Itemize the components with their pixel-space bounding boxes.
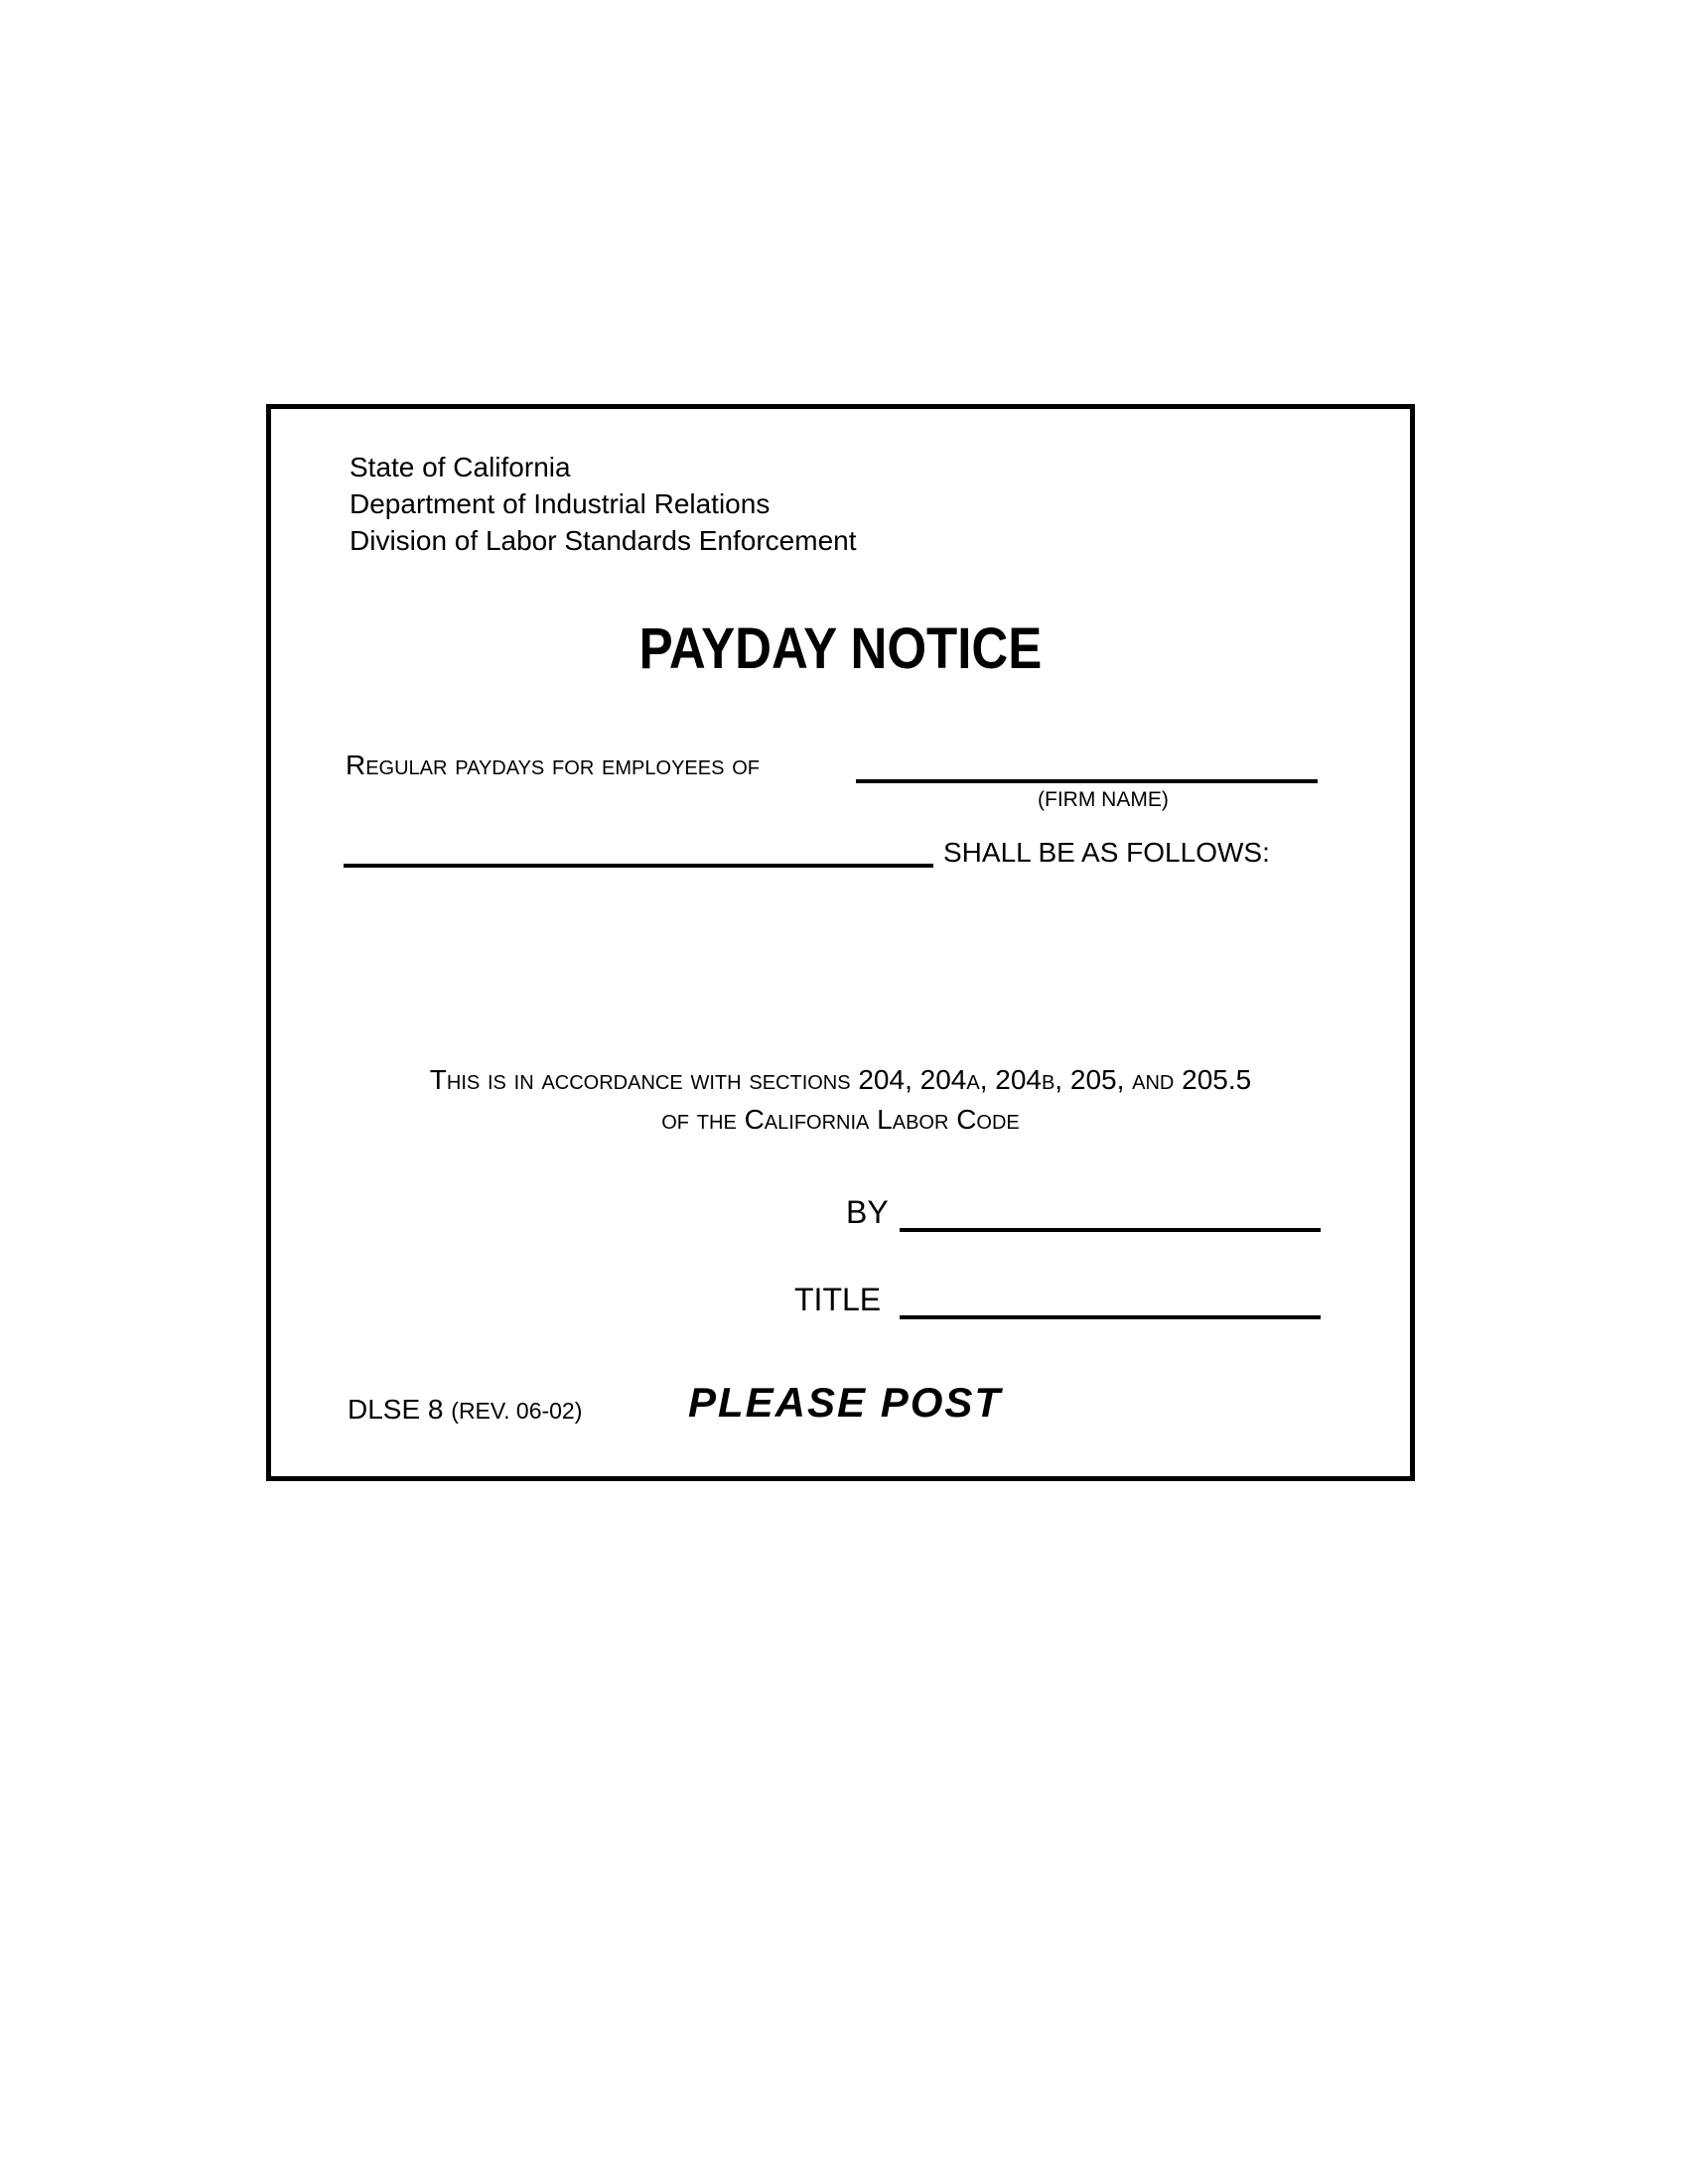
form-revision: (REV. 06-02) [451, 1398, 583, 1424]
by-signature-blank[interactable] [900, 1194, 1321, 1228]
by-label: BY [846, 1194, 889, 1230]
accordance-sections-line: This is in accordance with sections 204, 204a, 204b, 205, and 205.5 [429, 1064, 1252, 1095]
title-label: TITLE [794, 1282, 882, 1317]
payday-schedule-underline[interactable] [344, 864, 933, 868]
firm-name-underline[interactable] [856, 779, 1318, 783]
agency-line-state: State of California [350, 452, 571, 482]
firm-name-caption: (FIRM NAME) [1038, 788, 1169, 811]
form-number [348, 1394, 582, 1426]
form-code: DLSE 8 [348, 1394, 452, 1425]
shall-be-as-follows-label: SHALL BE AS FOLLOWS: [943, 837, 1270, 868]
title-signature-underline[interactable] [900, 1315, 1321, 1319]
agency-header [350, 449, 857, 559]
notice-border-box [266, 404, 1415, 1481]
paydays-for-employees-label: Regular paydays for employees of [346, 750, 760, 780]
by-signature-underline[interactable] [900, 1228, 1321, 1232]
agency-line-division: Division of Labor Standards Enforcement [350, 525, 857, 556]
page-title: PAYDAY NOTICE [638, 616, 1043, 681]
payday-schedule-blank[interactable] [344, 833, 933, 864]
agency-line-department: Department of Industrial Relations [350, 488, 771, 519]
title-signature-blank[interactable] [900, 1282, 1321, 1315]
accordance-labor-code-line: of the California Labor Code [661, 1104, 1020, 1135]
please-post-note: PLEASE POST [688, 1379, 1003, 1426]
firm-name-blank[interactable] [856, 749, 1318, 779]
